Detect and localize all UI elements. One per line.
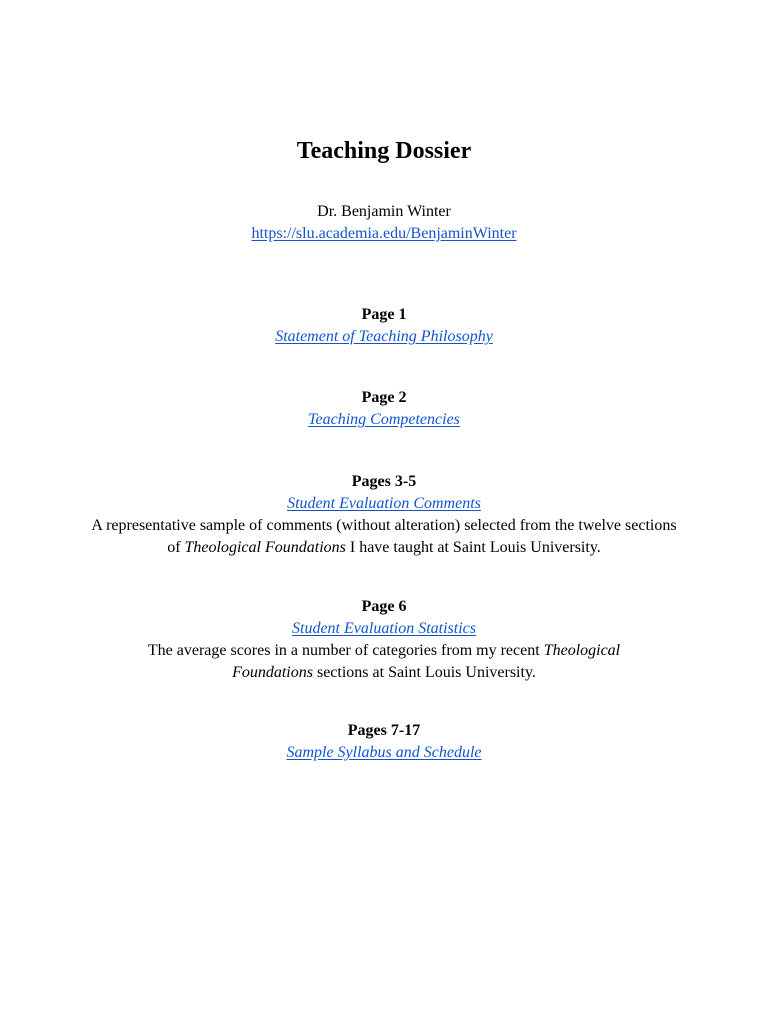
- section-description: [84, 515, 684, 559]
- description-text: The average scores in a number of categories from my recent: [147, 642, 540, 659]
- section-heading: Pages 7-17: [347, 722, 421, 739]
- section-heading: Pages 3-5: [351, 473, 417, 490]
- section-link-line: [0, 409, 768, 431]
- description-text: A representative sample of comments (without alteration) selected from the twelve sections of: [91, 517, 677, 556]
- link-evaluation-statistics[interactable]: Student Evaluation Statistics: [292, 620, 476, 637]
- description-text: I have taught at Saint Louis University.: [349, 539, 601, 556]
- link-sample-syllabus[interactable]: Sample Syllabus and Schedule: [286, 744, 482, 761]
- course-title: Theological Foundations: [232, 642, 621, 681]
- link-evaluation-comments[interactable]: Student Evaluation Comments: [287, 495, 481, 512]
- section-page-2: [0, 387, 768, 431]
- profile-url-line: [0, 223, 768, 244]
- section-heading: Page 1: [361, 306, 407, 323]
- section-link-line: [0, 326, 768, 348]
- link-teaching-philosophy[interactable]: Statement of Teaching Philosophy: [275, 328, 493, 345]
- section-pages-3-5: [0, 471, 768, 559]
- course-title: Theological Foundations: [184, 539, 346, 556]
- link-teaching-competencies[interactable]: Teaching Competencies: [308, 411, 460, 428]
- section-link-line: [0, 742, 768, 764]
- section-link-line: [0, 618, 768, 640]
- section-page-6: [0, 596, 768, 684]
- section-heading: Page 2: [361, 389, 407, 406]
- profile-url-link[interactable]: https://slu.academia.edu/BenjaminWinter: [251, 225, 517, 242]
- section-heading: Page 6: [361, 598, 407, 615]
- section-page-1: [0, 304, 768, 348]
- section-link-line: [0, 493, 768, 515]
- description-text: sections at Saint Louis University.: [316, 664, 536, 681]
- document-title: Teaching Dossier: [296, 138, 472, 164]
- section-description: [114, 640, 654, 684]
- section-pages-7-17: [0, 720, 768, 764]
- author-name: Dr. Benjamin Winter: [317, 203, 451, 220]
